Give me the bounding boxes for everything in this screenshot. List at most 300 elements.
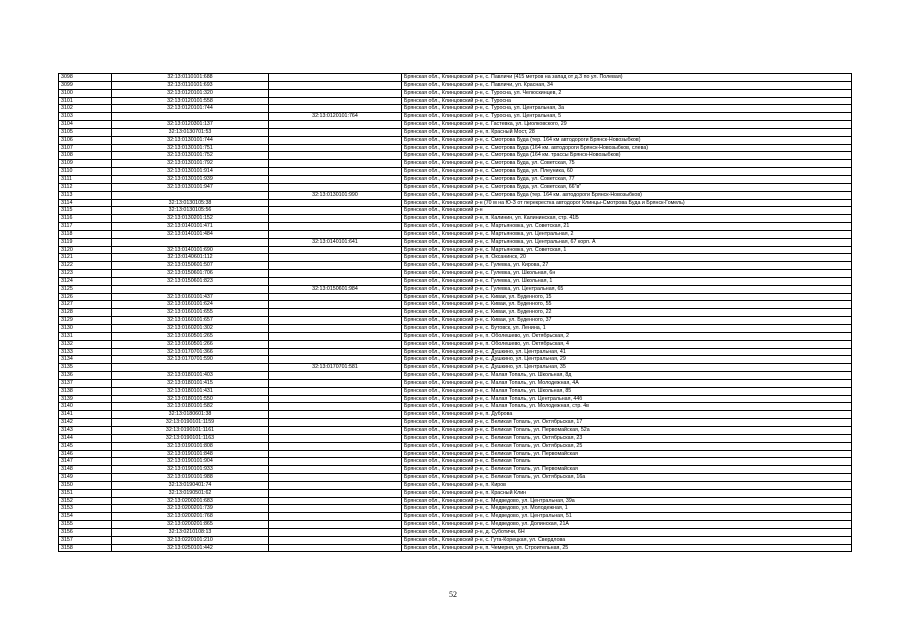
table-row	[59, 121, 852, 129]
cadastral-number-cell	[112, 238, 269, 246]
cadastral-number-cell: 32:13:0190101:904	[112, 458, 269, 466]
table-row	[59, 246, 852, 254]
cadastral-number-alt-cell	[269, 395, 402, 403]
cadastral-number-alt-cell	[269, 356, 402, 364]
row-number-cell: 3113	[59, 191, 112, 199]
address-cell: Брянская обл., Клинцовский р-н (70 м на Ю-З от перекрестка автодорог Клинцы-Смотрова Буда и Брянск-Гомель)	[402, 199, 852, 207]
cadastral-number-alt-cell	[269, 536, 402, 544]
table-row	[59, 474, 852, 482]
cadastral-number-alt-cell	[269, 223, 402, 231]
cadastral-number-alt-cell	[269, 277, 402, 285]
address-cell: Брянская обл., Клинцовский р-н, с. Смотрова Буда, ул. Советская, 77	[402, 175, 852, 183]
row-number-cell: 3111	[59, 175, 112, 183]
cadastral-number-cell: 32:13:0180101:550	[112, 395, 269, 403]
cadastral-number-cell: 32:13:0180601:38	[112, 411, 269, 419]
row-number-cell: 3150	[59, 481, 112, 489]
cadastral-number-alt-cell	[269, 434, 402, 442]
cadastral-number-cell: 32:13:0160201:302	[112, 325, 269, 333]
cadastral-number-cell: 32:13:0140101:690	[112, 246, 269, 254]
cadastral-number-alt-cell	[269, 144, 402, 152]
address-cell: Брянская обл., Клинцовский р-н, с. Смотрова Буда (тер. 164 км автодороги Брянск-Новозыбков)	[402, 136, 852, 144]
cadastral-number-alt-cell	[269, 521, 402, 529]
address-cell: Брянская обл., Клинцовский р-н, с. Гастевка, ул. Циолковского, 29	[402, 121, 852, 129]
address-cell: Брянская обл., Клинцовский р-н, с. Смотрова Буда (тер. 164 км. автодороги Брянск-Новозыбков)	[402, 191, 852, 199]
row-number-cell: 3156	[59, 528, 112, 536]
table-row	[59, 497, 852, 505]
table-row	[59, 230, 852, 238]
address-cell: Брянская обл., Клинцовский р-н, с. Медведово, ул. Долинская, 21А	[402, 521, 852, 529]
cadastral-number-cell: 32:13:0190101:848	[112, 450, 269, 458]
cadastral-number-cell: 32:13:0130201:152	[112, 215, 269, 223]
address-cell: Брянская обл., Клинцовский р-н, с. Гулевка, ул. Школьная, 6н	[402, 270, 852, 278]
table-row	[59, 434, 852, 442]
cadastral-number-alt-cell	[269, 466, 402, 474]
cadastral-number-cell: 32:13:0160101:657	[112, 317, 269, 325]
row-number-cell: 3131	[59, 332, 112, 340]
address-cell: Брянская обл., Клинцовский р-н, с. Киваи, ул. Буденного, 55	[402, 301, 852, 309]
cadastral-number-alt-cell	[269, 505, 402, 513]
cadastral-number-cell: 32:13:0170701:366	[112, 348, 269, 356]
address-cell: Брянская обл., Клинцовский р-н, с. Душкино, ул. Центральная, 29	[402, 356, 852, 364]
row-number-cell: 3155	[59, 521, 112, 529]
row-number-cell: 3139	[59, 395, 112, 403]
row-number-cell: 3123	[59, 270, 112, 278]
cadastral-number-cell	[112, 113, 269, 121]
page-number: 52	[449, 590, 457, 599]
address-cell: Брянская обл., Клинцовский р-н, с. Киваи, ул. Буденного, 22	[402, 309, 852, 317]
row-number-cell: 3105	[59, 128, 112, 136]
table-row	[59, 254, 852, 262]
address-cell: Брянская обл., Клинцовский р-н, с. Туросна	[402, 97, 852, 105]
cadastral-number-cell: 32:13:0160501:265	[112, 332, 269, 340]
cadastral-number-alt-cell	[269, 340, 402, 348]
cadastral-number-alt-cell	[269, 270, 402, 278]
table-row	[59, 317, 852, 325]
table-row	[59, 89, 852, 97]
row-number-cell: 3114	[59, 199, 112, 207]
cadastral-number-alt-cell	[269, 105, 402, 113]
row-number-cell: 3138	[59, 387, 112, 395]
table-row	[59, 419, 852, 427]
table-row	[59, 199, 852, 207]
table-row	[59, 528, 852, 536]
table-row	[59, 160, 852, 168]
address-cell: Брянская обл., Клинцовский р-н, п. Оболешево, ул. Октябрьская, 4	[402, 340, 852, 348]
cadastral-number-cell: 32:13:0120101:744	[112, 105, 269, 113]
address-cell: Брянская обл., Клинцовский р-н, с. Малая Топаль, ул. Центральная, 44б	[402, 395, 852, 403]
row-number-cell: 3128	[59, 309, 112, 317]
cadastral-number-cell: 32:13:0120301:137	[112, 121, 269, 129]
cadastral-number-cell: 32:13:0200201:739	[112, 505, 269, 513]
table-row	[59, 277, 852, 285]
table-row	[59, 168, 852, 176]
table-row	[59, 128, 852, 136]
table-row	[59, 513, 852, 521]
cadastral-number-cell: 32:13:0120101:320	[112, 89, 269, 97]
row-number-cell: 3124	[59, 277, 112, 285]
address-cell: Брянская обл., Клинцовский р-н, п. Оболешево, ул. Октябрьская, 2	[402, 332, 852, 340]
table-row	[59, 505, 852, 513]
cadastral-number-alt-cell	[269, 332, 402, 340]
address-cell: Брянская обл., Клинцовский р-н, с. Медведово, ул. Молодежная, 1	[402, 505, 852, 513]
cadastral-number-cell: 32:13:0140601:112	[112, 254, 269, 262]
table-row	[59, 270, 852, 278]
cadastral-number-alt-cell: 32:13:0170701:581	[269, 364, 402, 372]
row-number-cell: 3151	[59, 489, 112, 497]
cadastral-number-cell: 32:13:0190101:988	[112, 474, 269, 482]
address-cell: Брянская обл., Клинцовский р-н, п. Оксанинск, 20	[402, 254, 852, 262]
table-row	[59, 175, 852, 183]
table-row	[59, 332, 852, 340]
row-number-cell: 3148	[59, 466, 112, 474]
cadastral-number-alt-cell	[269, 513, 402, 521]
cadastral-number-cell: 32:13:0130701:53	[112, 128, 269, 136]
row-number-cell: 3147	[59, 458, 112, 466]
table-row	[59, 285, 852, 293]
row-number-cell: 3137	[59, 379, 112, 387]
cadastral-number-cell: 32:13:0190101:808	[112, 442, 269, 450]
address-cell: Брянская обл., Клинцовский р-н, с. Смотрова Буда (164 км. трассы Брянск-Новозыбков)	[402, 152, 852, 160]
cadastral-number-alt-cell	[269, 450, 402, 458]
cadastral-number-alt-cell	[269, 317, 402, 325]
row-number-cell: 3109	[59, 160, 112, 168]
cadastral-number-alt-cell	[269, 544, 402, 552]
table-row	[59, 81, 852, 89]
row-number-cell: 3158	[59, 544, 112, 552]
cadastral-number-alt-cell	[269, 301, 402, 309]
cadastral-number-alt-cell	[269, 175, 402, 183]
address-cell: Брянская обл., Клинцовский р-н, с. Малая Топаль, ул. Молодежная, 4А	[402, 379, 852, 387]
address-cell: Брянская обл., Клинцовский р-н, с. Великая Топаль	[402, 458, 852, 466]
address-cell: Брянская обл., Клинцовский р-н, п. Красный Клин	[402, 489, 852, 497]
cadastral-number-alt-cell	[269, 128, 402, 136]
cadastral-number-alt-cell	[269, 160, 402, 168]
address-cell: Брянская обл., Клинцовский р-н, с. Смотрова Буда, ул. Советская, 75	[402, 160, 852, 168]
address-cell: Брянская обл., Клинцовский р-н, п. Чемерня, ул. Строительная, 25	[402, 544, 852, 552]
row-number-cell: 3143	[59, 426, 112, 434]
row-number-cell: 3125	[59, 285, 112, 293]
row-number-cell: 3157	[59, 536, 112, 544]
cadastral-number-cell: 32:13:0250101:442	[112, 544, 269, 552]
table-row	[59, 450, 852, 458]
row-number-cell: 3153	[59, 505, 112, 513]
address-cell: Брянская обл., Клинцовский р-н, с. Мартьяновка, ул. Советская, 21	[402, 223, 852, 231]
address-cell: Брянская обл., Клинцовский р-н, с. Мартьяновка, ул. Советская, 1	[402, 246, 852, 254]
table-row	[59, 466, 852, 474]
row-number-cell: 3100	[59, 89, 112, 97]
cadastral-number-cell: 32:13:0190101:1163	[112, 434, 269, 442]
cadastral-number-alt-cell	[269, 458, 402, 466]
table-row	[59, 97, 852, 105]
address-cell: Брянская обл., Клинцовский р-н, с. Смотрова Буда, ул. Плеуника, 60	[402, 168, 852, 176]
cadastral-number-cell: 32:13:0180101:431	[112, 387, 269, 395]
address-cell: Брянская обл., Клинцовский р-н, с. Мартьяновка, ул. Центральная, 67 корп. А	[402, 238, 852, 246]
cadastral-number-cell: 32:13:0200201:768	[112, 513, 269, 521]
address-cell: Брянская обл., Клинцовский р-н, п. Красный Мост, 28	[402, 128, 852, 136]
cadastral-number-cell: 32:13:0140101:484	[112, 230, 269, 238]
cadastral-number-alt-cell	[269, 246, 402, 254]
table-row	[59, 372, 852, 380]
address-cell: Брянская обл., Клинцовский р-н, п. Киров	[402, 481, 852, 489]
row-number-cell: 3136	[59, 372, 112, 380]
address-cell: Брянская обл., Клинцовский р-н, д. Суботичи, 6Н	[402, 528, 852, 536]
address-cell: Брянская обл., Клинцовский р-н, с. Павличи (415 метров на запад от д.3 по ул. Полевая)	[402, 74, 852, 82]
cadastral-number-cell: 32:13:0220101:210	[112, 536, 269, 544]
address-cell: Брянская обл., Клинцовский р-н, п. Дуброва	[402, 411, 852, 419]
cadastral-number-cell: 32:13:0120101:558	[112, 97, 269, 105]
address-cell: Брянская обл., Клинцовский р-н, с. Великая Топаль, ул. Октябрьская, 16а	[402, 474, 852, 482]
cadastral-number-cell: 32:13:0200201:865	[112, 521, 269, 529]
table-row	[59, 395, 852, 403]
address-cell: Брянская обл., Клинцовский р-н, с. Мартьяновка, ул. Центральная, 2	[402, 230, 852, 238]
address-cell: Брянская обл., Клинцовский р-н, п. Калинин, ул. Калининская, стр. 41Б	[402, 215, 852, 223]
table-row	[59, 544, 852, 552]
table-row	[59, 411, 852, 419]
cadastral-number-alt-cell	[269, 348, 402, 356]
cadastral-number-cell: 32:13:0200201:683	[112, 497, 269, 505]
cadastral-number-alt-cell	[269, 497, 402, 505]
table-row	[59, 136, 852, 144]
cadastral-number-alt-cell	[269, 379, 402, 387]
address-cell: Брянская обл., Клинцовский р-н, с. Малая Топаль, ул. Молодежная, стр. 4в	[402, 403, 852, 411]
cadastral-number-cell: 32:13:0180101:403	[112, 372, 269, 380]
row-number-cell: 3121	[59, 254, 112, 262]
row-number-cell: 3149	[59, 474, 112, 482]
registry-table-body	[59, 74, 852, 552]
cadastral-number-cell: 32:13:0110101:693	[112, 81, 269, 89]
cadastral-number-cell: 32:13:0110101:688	[112, 74, 269, 82]
cadastral-number-alt-cell	[269, 387, 402, 395]
cadastral-number-alt-cell	[269, 309, 402, 317]
row-number-cell: 3102	[59, 105, 112, 113]
cadastral-number-alt-cell	[269, 168, 402, 176]
cadastral-number-alt-cell	[269, 411, 402, 419]
address-cell: Брянская обл., Клинцовский р-н, с. Павличи, ул. Красная, 34	[402, 81, 852, 89]
cadastral-number-cell: 32:13:0130105:56	[112, 207, 269, 215]
row-number-cell: 3145	[59, 442, 112, 450]
table-row	[59, 340, 852, 348]
cadastral-number-alt-cell	[269, 325, 402, 333]
address-cell: Брянская обл., Клинцовский р-н, с. Великая Топаль, ул. Октябрьская, 25	[402, 442, 852, 450]
table-row	[59, 144, 852, 152]
row-number-cell: 3126	[59, 293, 112, 301]
cadastral-number-alt-cell	[269, 528, 402, 536]
table-row	[59, 105, 852, 113]
table-row	[59, 238, 852, 246]
table-row	[59, 152, 852, 160]
table-row	[59, 74, 852, 82]
row-number-cell: 3116	[59, 215, 112, 223]
cadastral-number-alt-cell	[269, 403, 402, 411]
table-row	[59, 113, 852, 121]
row-number-cell: 3108	[59, 152, 112, 160]
cadastral-number-alt-cell	[269, 293, 402, 301]
row-number-cell: 3118	[59, 230, 112, 238]
row-number-cell: 3107	[59, 144, 112, 152]
cadastral-number-alt-cell	[269, 121, 402, 129]
cadastral-number-alt-cell	[269, 481, 402, 489]
cadastral-number-alt-cell	[269, 230, 402, 238]
cadastral-number-cell: 32:13:0130101:939	[112, 175, 269, 183]
cadastral-number-alt-cell: 32:13:0130101:990	[269, 191, 402, 199]
address-cell: Брянская обл., Клинцовский р-н, с. Душкино, ул. Центральная, 35	[402, 364, 852, 372]
cadastral-number-alt-cell: 32:13:0140101:641	[269, 238, 402, 246]
cadastral-number-cell: 32:13:0130101:947	[112, 183, 269, 191]
row-number-cell: 3130	[59, 325, 112, 333]
row-number-cell: 3112	[59, 183, 112, 191]
row-number-cell: 3101	[59, 97, 112, 105]
cadastral-number-cell: 32:13:0190101:1161	[112, 426, 269, 434]
cadastral-number-cell: 32:13:0130101:792	[112, 160, 269, 168]
cadastral-number-alt-cell	[269, 489, 402, 497]
row-number-cell: 3115	[59, 207, 112, 215]
row-number-cell: 3098	[59, 74, 112, 82]
address-cell: Брянская обл., Клинцовский р-н, с. Гулевка, ул. Центральная, 65	[402, 285, 852, 293]
table-row	[59, 426, 852, 434]
address-cell: Брянская обл., Клинцовский р-н, с. Малая Топаль, ул. Школьная, 85	[402, 387, 852, 395]
cadastral-number-alt-cell	[269, 262, 402, 270]
address-cell: Брянская обл., Клинцовский р-н, с. Киваи, ул. Буденного, 15	[402, 293, 852, 301]
table-row	[59, 364, 852, 372]
cadastral-number-cell: 32:13:0160501:266	[112, 340, 269, 348]
cadastral-number-cell: 32:13:0160101:437	[112, 293, 269, 301]
row-number-cell: 3119	[59, 238, 112, 246]
cadastral-number-alt-cell	[269, 136, 402, 144]
table-row	[59, 207, 852, 215]
table-row	[59, 521, 852, 529]
address-cell: Брянская обл., Клинцовский р-н, с. Гута-Корецкая, ул. Свердлова	[402, 536, 852, 544]
address-cell: Брянская обл., Клинцовский р-н, с. Медведово, ул. Центральная, 51	[402, 513, 852, 521]
cadastral-number-alt-cell	[269, 97, 402, 105]
cadastral-number-cell: 32:13:0190501:62	[112, 489, 269, 497]
cadastral-number-cell	[112, 191, 269, 199]
address-cell: Брянская обл., Клинцовский р-н, с. Медведово, ул. Центральная, 39а	[402, 497, 852, 505]
registry-table	[58, 73, 852, 552]
table-row	[59, 536, 852, 544]
row-number-cell: 3144	[59, 434, 112, 442]
row-number-cell: 3154	[59, 513, 112, 521]
table-row	[59, 379, 852, 387]
cadastral-number-alt-cell	[269, 183, 402, 191]
address-cell: Брянская обл., Клинцовский р-н, с. Бутовск, ул. Ленина, 1	[402, 325, 852, 333]
address-cell: Брянская обл., Клинцовский р-н, с. Туросна, ул. Челюскинцев, 2	[402, 89, 852, 97]
cadastral-number-cell: 32:13:0130105:38	[112, 199, 269, 207]
row-number-cell: 3134	[59, 356, 112, 364]
address-cell: Брянская обл., Клинцовский р-н, с. Туросна, ул. Центральная, 3а	[402, 105, 852, 113]
cadastral-number-alt-cell	[269, 89, 402, 97]
table-row	[59, 489, 852, 497]
address-cell: Брянская обл., Клинцовский р-н, с. Великая Топаль, ул. Первомайская	[402, 466, 852, 474]
address-cell: Брянская обл., Клинцовский р-н, с. Гулевка, ул. Кирова, 27	[402, 262, 852, 270]
table-row	[59, 387, 852, 395]
table-row	[59, 309, 852, 317]
cadastral-number-cell: 32:13:0130101:744	[112, 136, 269, 144]
address-cell: Брянская обл., Клинцовский р-н, с. Гулевка, ул. Школьная, 1	[402, 277, 852, 285]
cadastral-number-cell: 32:13:0150601:823	[112, 277, 269, 285]
row-number-cell: 3104	[59, 121, 112, 129]
address-cell: Брянская обл., Клинцовский р-н, с. Малая Топаль, ул. Школьная, 8д	[402, 372, 852, 380]
table-row	[59, 458, 852, 466]
table-row	[59, 293, 852, 301]
row-number-cell: 3122	[59, 262, 112, 270]
cadastral-number-alt-cell	[269, 207, 402, 215]
cadastral-number-alt-cell	[269, 474, 402, 482]
table-row	[59, 223, 852, 231]
cadastral-number-cell: 32:13:0150601:706	[112, 270, 269, 278]
row-number-cell: 3141	[59, 411, 112, 419]
cadastral-number-alt-cell	[269, 74, 402, 82]
row-number-cell: 3120	[59, 246, 112, 254]
cadastral-number-cell: 32:13:0190101:933	[112, 466, 269, 474]
row-number-cell: 3133	[59, 348, 112, 356]
cadastral-number-cell: 32:13:0130101:752	[112, 152, 269, 160]
cadastral-number-cell: 32:13:0160101:624	[112, 301, 269, 309]
table-row	[59, 481, 852, 489]
address-cell: Брянская обл., Клинцовский р-н, с. Киваи, ул. Буденного, 37	[402, 317, 852, 325]
cadastral-number-cell	[112, 364, 269, 372]
address-cell: Брянская обл., Клинцовский р-н, с. Великая Топаль, ул. Октябрьская, 23	[402, 434, 852, 442]
row-number-cell: 3127	[59, 301, 112, 309]
cadastral-number-cell: 32:13:0180101:415	[112, 379, 269, 387]
cadastral-number-alt-cell	[269, 372, 402, 380]
row-number-cell: 3103	[59, 113, 112, 121]
row-number-cell: 3142	[59, 419, 112, 427]
row-number-cell: 3106	[59, 136, 112, 144]
row-number-cell: 3132	[59, 340, 112, 348]
cadastral-number-alt-cell: 32:13:0120101:764	[269, 113, 402, 121]
table-row	[59, 215, 852, 223]
row-number-cell: 3117	[59, 223, 112, 231]
row-number-cell: 3135	[59, 364, 112, 372]
cadastral-number-alt-cell	[269, 254, 402, 262]
cadastral-number-cell: 32:13:0150601:507	[112, 262, 269, 270]
address-cell: Брянская обл., Клинцовский р-н, с. Душкино, ул. Центральная, 41	[402, 348, 852, 356]
cadastral-number-cell: 32:13:0130101:914	[112, 168, 269, 176]
table-row	[59, 348, 852, 356]
cadastral-number-cell: 32:13:0140101:471	[112, 223, 269, 231]
table-row	[59, 403, 852, 411]
row-number-cell: 3110	[59, 168, 112, 176]
table-row	[59, 356, 852, 364]
row-number-cell: 3146	[59, 450, 112, 458]
row-number-cell: 3152	[59, 497, 112, 505]
cadastral-number-cell: 32:13:0190401:74	[112, 481, 269, 489]
address-cell: Брянская обл., Клинцовский р-н, с. Смотрова Буда (164 км. автодороги Брянск-Новозыбков, слева)	[402, 144, 852, 152]
cadastral-number-cell: 32:13:0170701:590	[112, 356, 269, 364]
address-cell: Брянская обл., Клинцовский р-н, с. Великая Топаль, ул. Октябрьская, 17	[402, 419, 852, 427]
cadastral-number-cell: 32:13:0160101:655	[112, 309, 269, 317]
registry-sheet	[58, 73, 852, 552]
cadastral-number-alt-cell	[269, 152, 402, 160]
cadastral-number-cell: 32:13:0190101:1159	[112, 419, 269, 427]
table-row	[59, 301, 852, 309]
cadastral-number-cell: 32:13:0180101:582	[112, 403, 269, 411]
cadastral-number-alt-cell: 32:13:0150601:984	[269, 285, 402, 293]
table-row	[59, 325, 852, 333]
table-row	[59, 191, 852, 199]
cadastral-number-alt-cell	[269, 199, 402, 207]
address-cell: Брянская обл., Клинцовский р-н	[402, 207, 852, 215]
cadastral-number-cell: 32:13:0210108:13	[112, 528, 269, 536]
cadastral-number-cell	[112, 285, 269, 293]
cadastral-number-alt-cell	[269, 426, 402, 434]
table-row	[59, 442, 852, 450]
cadastral-number-alt-cell	[269, 419, 402, 427]
table-row	[59, 183, 852, 191]
address-cell: Брянская обл., Клинцовский р-н, с. Великая Топаль, ул. Первомайская	[402, 450, 852, 458]
address-cell: Брянская обл., Клинцовский р-н, с. Смотрова Буда, ул. Советская, 66"в"	[402, 183, 852, 191]
address-cell: Брянская обл., Клинцовский р-н, с. Туросна, ул. Центральная, 5	[402, 113, 852, 121]
